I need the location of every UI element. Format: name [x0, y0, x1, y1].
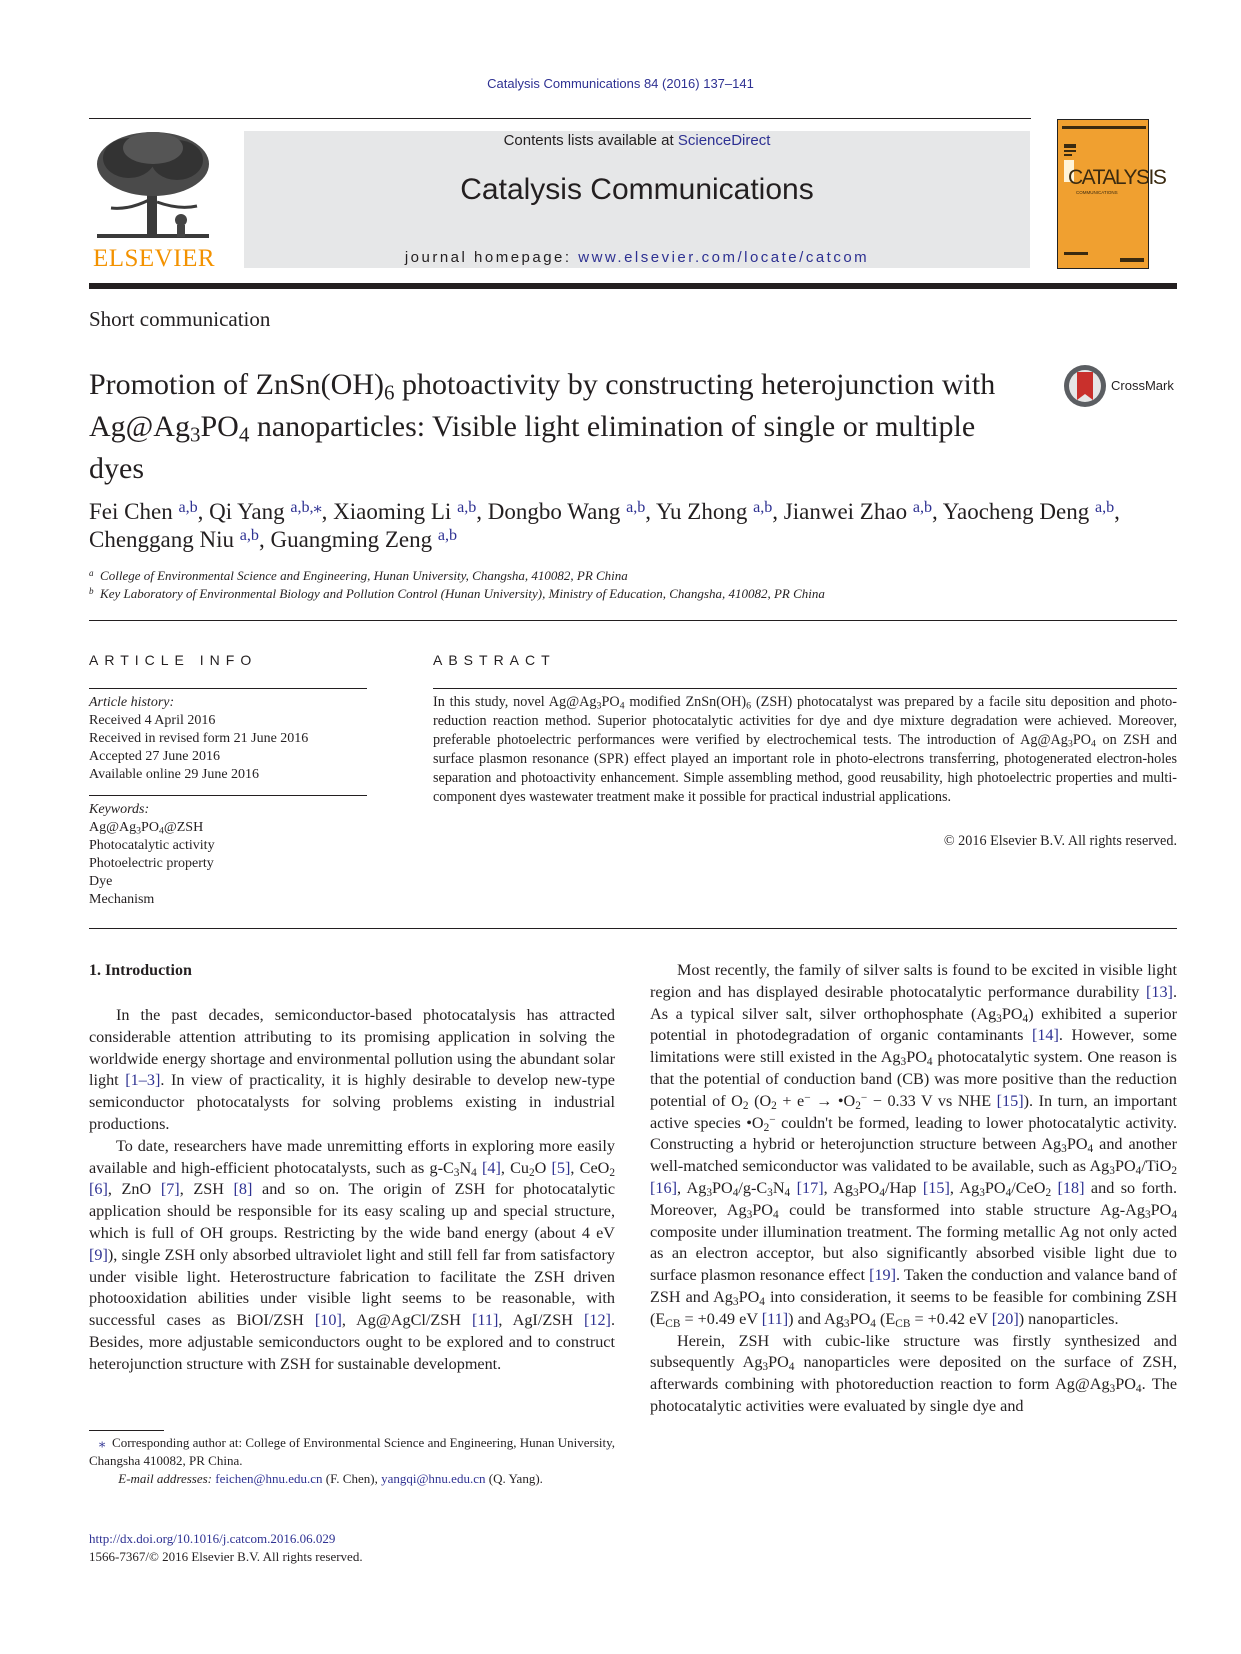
history-item: Available online 29 June 2016	[89, 767, 260, 782]
keywords	[89, 801, 215, 909]
author-affiliation[interactable]: a,b	[912, 498, 933, 516]
crossmark-icon[interactable]	[1063, 364, 1107, 408]
citation-link[interactable]: [1–3]	[125, 1071, 161, 1090]
abstract-copyright: © 2016 Elsevier B.V. All rights reserved.	[943, 833, 1177, 849]
citation-link[interactable]: [12]	[583, 1311, 611, 1330]
citation-link[interactable]: [13]	[1145, 982, 1173, 1001]
journal-name: Catalysis Communications	[460, 173, 814, 206]
affiliation-a	[89, 568, 628, 584]
footnote-star: ⁎	[98, 1435, 106, 1450]
citation-link[interactable]: [11]	[761, 1309, 789, 1328]
citation-link[interactable]: [19]	[869, 1266, 897, 1285]
journal-homepage	[244, 249, 1030, 266]
abstract-heading: ABSTRACT	[433, 652, 556, 668]
top-rule	[89, 118, 1031, 119]
citation-link[interactable]: [4]	[482, 1158, 501, 1177]
journal-citation[interactable]: Catalysis Communications 84 (2016) 137–141	[487, 76, 754, 91]
history-item: Accepted 27 June 2016	[89, 749, 221, 764]
email-link[interactable]: feichen@hnu.edu.cn	[215, 1471, 323, 1486]
author-affiliation[interactable]: a,b	[626, 498, 646, 516]
keyword: Mechanism	[89, 892, 155, 907]
author-name: Dongbo Wang	[487, 499, 621, 524]
affiliation-text: College of Environmental Science and Engineering, Hunan University, Changsha, 410082, PR China	[100, 568, 628, 583]
homepage-link[interactable]: www.elsevier.com/locate/catcom	[578, 249, 870, 266]
paragraph: In the past decades, semiconductor-based photocatalysis has attracted considerable attention attributing to its promising application in solving the worldwide energy shortage and environmental pollution using the abundant solar light [1–3]. In view of practicality, it is highly desirable to develop new-type semiconductor photocatalysts for solving problems existing in industrial productions.	[89, 1006, 615, 1133]
left-column	[89, 1005, 615, 1376]
author-affiliation[interactable]: a,b,⁎	[290, 498, 322, 516]
citation-link[interactable]: [18]	[1057, 1178, 1085, 1197]
affiliation-label: b	[89, 585, 94, 596]
header-rule	[89, 283, 1177, 289]
keywords-label: Keywords:	[89, 802, 150, 817]
citation-link[interactable]: [5]	[551, 1158, 571, 1177]
contents-line	[244, 132, 1030, 149]
citation-link[interactable]: [15]	[996, 1091, 1024, 1110]
citation-link[interactable]: [6]	[89, 1180, 108, 1199]
citation-link[interactable]: [16]	[650, 1178, 677, 1197]
corresponding-author-note	[89, 1434, 615, 1470]
citation-link[interactable]: [8]	[233, 1180, 253, 1199]
keyword: Photocatalytic activity	[89, 838, 215, 853]
author-name: Chenggang Niu	[89, 527, 235, 552]
article-title: Promotion of $ZnSn(OH)_6$ photoactivity by constructing heterojunction with $Ag@Ag_3PO_4$ nanoparticles: Visible light elimination of single or multiple dyes	[89, 368, 996, 485]
corresponding-text: Corresponding author at: College of Environmental Science and Engineering, Hunan University, Changsha 410082, PR China.	[89, 1435, 616, 1468]
elsevier-wordmark: ELSEVIER	[92, 245, 216, 272]
homepage-prefix: journal homepage:	[404, 249, 579, 266]
abstract-text: In this study, novel $Ag@Ag_3PO_4$ modified $ZnSn(OH)_6$ (ZSH) photocatalyst was prepared by a facile situ deposition and photo-reduction reaction method. Superior photocatalytic activities for dye and dye mixture degradation were achieved. Moreover, preferable photoelectric performances were verified by electrochemical tests. The introduction of $Ag@Ag_3PO_4$ on ZSH and surface plasmon resonance (SPR) effect played an important role in photo-electrons transferring, photogenerated electron-holes separation and photoactivity enhancement. Simple assembling method, good reusability, high photoelectric properties and multi-component dyes wastewater treatment make it possible for practical industrial applications.	[433, 694, 1177, 805]
crossmark-label[interactable]: CrossMark	[1111, 378, 1174, 393]
author-name: Guangming Zeng	[270, 527, 433, 552]
author-name: Fei Chen	[89, 499, 173, 524]
citation-link[interactable]: [15]	[922, 1178, 950, 1197]
cover-subtitle: COMMUNICATIONS	[1076, 190, 1118, 195]
right-column	[650, 960, 1177, 1418]
paragraph: Herein, ZSH with cubic-like structure was firstly synthesized and subsequently $Ag_3PO_4$ nanoparticles were deposited on the surface of ZSH, afterwards combining with photoreduction reaction to form $Ag@Ag_3PO_4$. The photocatalytic activities were evaluated by single dye and	[650, 1331, 1178, 1415]
citation-link[interactable]: [11]	[472, 1311, 499, 1330]
citation-link[interactable]: [10]	[314, 1311, 342, 1330]
author-name: Jianwei Zhao	[783, 499, 908, 524]
author-list: Fei Chen $^{a,b}$, Qi Yang $^{a,b,⁎}$, Xiaoming Li $^{a,b}$, Dongbo Wang $^{a,b}$, Yu Zhong $^{a,b}$, Jianwei Zhao $^{a,b}$, Yaocheng Deng $^{a,b}$, Chenggang Niu $^{a,b}$, Guangming Zeng $^{a,b}$	[89, 498, 1120, 552]
affiliation-text: Key Laboratory of Environmental Biology and Pollution Control (Hunan University), Ministry of Education, Changsha, 410082, PR China	[100, 586, 825, 601]
article-info-heading: ARTICLE INFO	[89, 652, 258, 668]
author-affiliation[interactable]: a,b	[753, 498, 773, 516]
keyword: Dye	[89, 874, 113, 889]
tree-icon	[89, 130, 217, 242]
email-line: E-mail addresses: feichen@hnu.edu.cn (F. Chen), yangqi@hnu.edu.cn (Q. Yang).	[118, 1471, 543, 1486]
footnote	[89, 1434, 615, 1488]
keyword: $Ag@Ag_3PO_4@ZSH$	[89, 820, 204, 837]
citation-link[interactable]: [7]	[160, 1180, 180, 1199]
article-type: Short communication	[89, 307, 271, 331]
keyword: Photoelectric property	[89, 856, 214, 871]
citation-link[interactable]: [20]	[991, 1309, 1019, 1328]
author-name: Qi Yang	[209, 499, 285, 524]
author-affiliation[interactable]: a,b	[437, 526, 458, 544]
cover-art-icon	[1058, 120, 1150, 270]
article-info-rule	[89, 688, 367, 689]
author-name: Xiaoming Li	[333, 499, 452, 524]
article-info-rule	[89, 795, 367, 796]
article-history	[89, 694, 308, 784]
author-affiliation[interactable]: a,b	[457, 498, 477, 516]
doi-block	[89, 1530, 363, 1566]
sciencedirect-link[interactable]: ScienceDirect	[677, 132, 771, 149]
section-rule	[89, 620, 1177, 621]
history-label: Article history:	[89, 695, 175, 710]
citation-link[interactable]: [14]	[1031, 1026, 1059, 1045]
author-affiliation[interactable]: a,b	[178, 498, 198, 516]
journal-cover[interactable]	[1057, 119, 1166, 269]
author-affiliation[interactable]: a,b	[239, 526, 259, 544]
paragraph: To date, researchers have made unremitting efforts in exploring more easily available and high-efficient photocatalysts, such as $g-C_3N_4$ [4], $Cu_2O$ [5], CeO$_2$ [6], ZnO [7], ZSH [8] and so on. The origin of ZSH for photocatalytic application should be responsible for its easy scaling up and special structure, which is full of OH groups. Restricting by the wide band energy (about 4 eV [9]), single ZSH only absorbed ultraviolet light and still fell far from satisfactory under visible light. Heterostructure fabrication to facilitate the ZSH driven photooxidation abilities under visible light seems to be reasonable, with successful cases as BiOI/ZSH [10], Ag@AgCl/ZSH [11], AgI/ZSH [12]. Besides, more adjustable semiconductors ought to be explored and to construct heterojunction structure with ZSH for sustainable development.	[89, 1136, 616, 1373]
affiliation-b	[89, 586, 825, 602]
email-link[interactable]: yangqi@hnu.edu.cn	[381, 1471, 486, 1486]
author-name: Yaocheng Deng	[942, 499, 1090, 524]
cover-title: CATALYSIS	[1068, 166, 1166, 189]
abstract-rule	[433, 688, 1177, 689]
citation-link[interactable]: [17]	[796, 1178, 824, 1197]
footnote-rule	[89, 1430, 164, 1431]
doi-link[interactable]: http://dx.doi.org/10.1016/j.catcom.2016.06.029	[89, 1531, 336, 1546]
author-affiliation[interactable]: a,b	[1094, 498, 1115, 516]
paragraph: Most recently, the family of silver salts is found to be excited in visible light region and has displayed desirable photocatalytic performance durability [13]. As a typical silver salt, silver orthophosphate $(Ag_3PO_4)$ exhibited a superior potential in photodegradation of organic contaminants [14]. However, some limitations were still existed in the $Ag_3PO_4$ photocatalytic system. One reason is that the potential of conduction band (CB) was more positive than the reduction potential of $O_2$ ($O_2 + e^-$ → $•O_2^- - 0.33$ V vs NHE [15]). In turn, an important active species $•O_2^-$ couldn't be formed, leading to lower photocatalytic activity. Constructing a hybrid or heterojunction structure between $Ag_3PO_4$ and another well-matched semiconductor was validated to be available, such as $Ag_3PO_4/TiO_2$ [16], $Ag_3PO_4/g-C_3N_4$ [17], $Ag_3PO_4$/Hap [15], $Ag_3PO_4/CeO_2$ [18] and so forth. Moreover, $Ag_3PO_4$ could be transformed into stable structure $Ag-Ag_3PO_4$ composite under illumination treatment. The forming metallic Ag not only acted as an electron acceptor, but also significantly absorbed visible light due to surface plasmon resonance effect [19]. Taken the conduction and valance band of ZSH and $Ag_3PO_4$ into consideration, it seems to be feasible for combining ZSH ($E_{CB} = +0.49$ eV [11]) and $Ag_3PO_4$ ($E_{CB} = +0.42$ eV [20]) nanoparticles.	[650, 961, 1178, 1330]
contents-prefix: Contents lists available at	[503, 132, 678, 149]
history-item: Received 4 April 2016	[89, 713, 216, 728]
citation-link[interactable]: [9]	[89, 1245, 108, 1264]
affiliation-label: a	[89, 567, 94, 578]
email-label: E-mail addresses:	[118, 1471, 213, 1486]
history-item: Received in revised form 21 June 2016	[89, 731, 309, 746]
section-heading: 1. Introduction	[89, 962, 192, 979]
section-rule	[89, 928, 1177, 929]
author-name: Yu Zhong	[655, 499, 748, 524]
issn-line: 1566-7367/© 2016 Elsevier B.V. All rights reserved.	[89, 1549, 363, 1564]
